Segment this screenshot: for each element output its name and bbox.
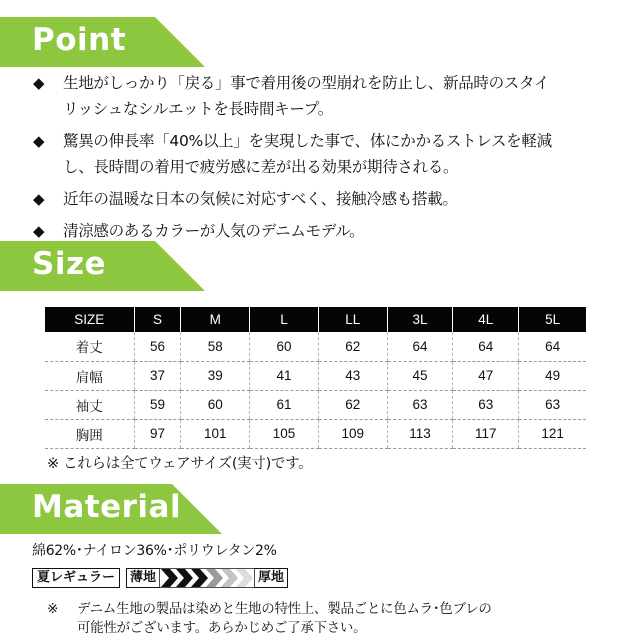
table-row bbox=[45, 419, 586, 448]
table-cell: 43 bbox=[318, 361, 387, 390]
chevron-arrows-icon bbox=[159, 568, 255, 588]
points-list bbox=[33, 70, 633, 250]
size-header-cell: M bbox=[181, 307, 250, 332]
table-cell: 63 bbox=[519, 390, 586, 419]
footnote-line: デニム生地の製品は染めと生地の特性上、製品ごとに色ムラ･色ブレの bbox=[77, 601, 492, 617]
season-label: 夏レギュラー bbox=[32, 568, 120, 588]
size-table bbox=[45, 307, 586, 449]
material-title: Material bbox=[32, 489, 182, 525]
table-cell: 着丈 bbox=[45, 332, 134, 361]
table-row bbox=[45, 361, 586, 390]
size-header-cell: 4L bbox=[453, 307, 519, 332]
table-cell: 45 bbox=[387, 361, 453, 390]
point-item bbox=[33, 128, 633, 180]
table-cell: 61 bbox=[250, 390, 319, 419]
table-row bbox=[45, 390, 586, 419]
table-cell: 39 bbox=[181, 361, 250, 390]
table-cell: 62 bbox=[318, 390, 387, 419]
thick-label: 厚地 bbox=[255, 568, 288, 588]
table-cell: 64 bbox=[519, 332, 586, 361]
diamond-bullet-icon: ◆ bbox=[33, 222, 45, 240]
point-line: 生地がしっかり「戻る」事で着用後の型崩れを防止し、新品時のスタイ bbox=[63, 74, 550, 92]
point-line: 清涼感のあるカラーが人気のデニムモデル。 bbox=[63, 222, 365, 240]
size-header-cell: S bbox=[134, 307, 181, 332]
table-cell: 49 bbox=[519, 361, 586, 390]
table-cell: 64 bbox=[453, 332, 519, 361]
thin-label: 薄地 bbox=[126, 568, 159, 588]
table-cell: 63 bbox=[387, 390, 453, 419]
size-table-header-row bbox=[45, 307, 586, 332]
table-cell: 胸囲 bbox=[45, 419, 134, 448]
point-line: し、長時間の着用で疲労感に差が出る効果が期待される。 bbox=[63, 158, 459, 176]
diamond-bullet-icon: ◆ bbox=[33, 132, 45, 150]
table-cell: 105 bbox=[250, 419, 319, 448]
size-header-cell: L bbox=[250, 307, 319, 332]
size-header-cell: SIZE bbox=[45, 307, 134, 332]
table-cell: 64 bbox=[387, 332, 453, 361]
table-cell: 60 bbox=[181, 390, 250, 419]
size-title: Size bbox=[32, 246, 107, 282]
fabric-thickness-gauge bbox=[32, 568, 288, 588]
point-line: リッシュなシルエットを長時間キープ。 bbox=[63, 100, 333, 118]
table-cell: 58 bbox=[181, 332, 250, 361]
table-cell: 37 bbox=[134, 361, 181, 390]
table-cell: 59 bbox=[134, 390, 181, 419]
table-cell: 60 bbox=[250, 332, 319, 361]
material-composition: 綿62%･ナイロン36%･ポリウレタン2% bbox=[32, 543, 277, 559]
table-cell: 56 bbox=[134, 332, 181, 361]
table-row bbox=[45, 332, 586, 361]
table-cell: 肩幅 bbox=[45, 361, 134, 390]
diamond-bullet-icon: ◆ bbox=[33, 190, 45, 208]
material-banner bbox=[0, 484, 210, 534]
table-cell: 109 bbox=[318, 419, 387, 448]
point-line: 近年の温暖な日本の気候に対応すべく、接触冷感も搭載。 bbox=[63, 190, 458, 208]
point-item bbox=[33, 186, 633, 212]
table-cell: 101 bbox=[181, 419, 250, 448]
table-cell: 袖丈 bbox=[45, 390, 134, 419]
point-line: 驚異の伸長率「40%以上」を実現した事で、体にかかるストレスを軽減 bbox=[63, 132, 552, 150]
size-header-cell: LL bbox=[318, 307, 387, 332]
point-banner bbox=[0, 17, 210, 67]
footnote-line: 可能性がございます。あらかじめご了承下さい。 bbox=[77, 620, 367, 636]
table-cell: 41 bbox=[250, 361, 319, 390]
table-cell: 62 bbox=[318, 332, 387, 361]
table-cell: 63 bbox=[453, 390, 519, 419]
diamond-bullet-icon: ◆ bbox=[33, 74, 45, 92]
point-item bbox=[33, 70, 633, 122]
footnote-mark: ※ bbox=[47, 601, 59, 617]
table-cell: 113 bbox=[387, 419, 453, 448]
table-cell: 117 bbox=[453, 419, 519, 448]
point-title: Point bbox=[32, 22, 127, 58]
table-cell: 121 bbox=[519, 419, 586, 448]
size-banner bbox=[0, 241, 210, 291]
table-cell: 47 bbox=[453, 361, 519, 390]
size-header-cell: 5L bbox=[519, 307, 586, 332]
footnote bbox=[47, 600, 492, 638]
size-note: ※ これらは全てウェアサイズ(実寸)です。 bbox=[47, 456, 313, 472]
table-cell: 97 bbox=[134, 419, 181, 448]
size-header-cell: 3L bbox=[387, 307, 453, 332]
